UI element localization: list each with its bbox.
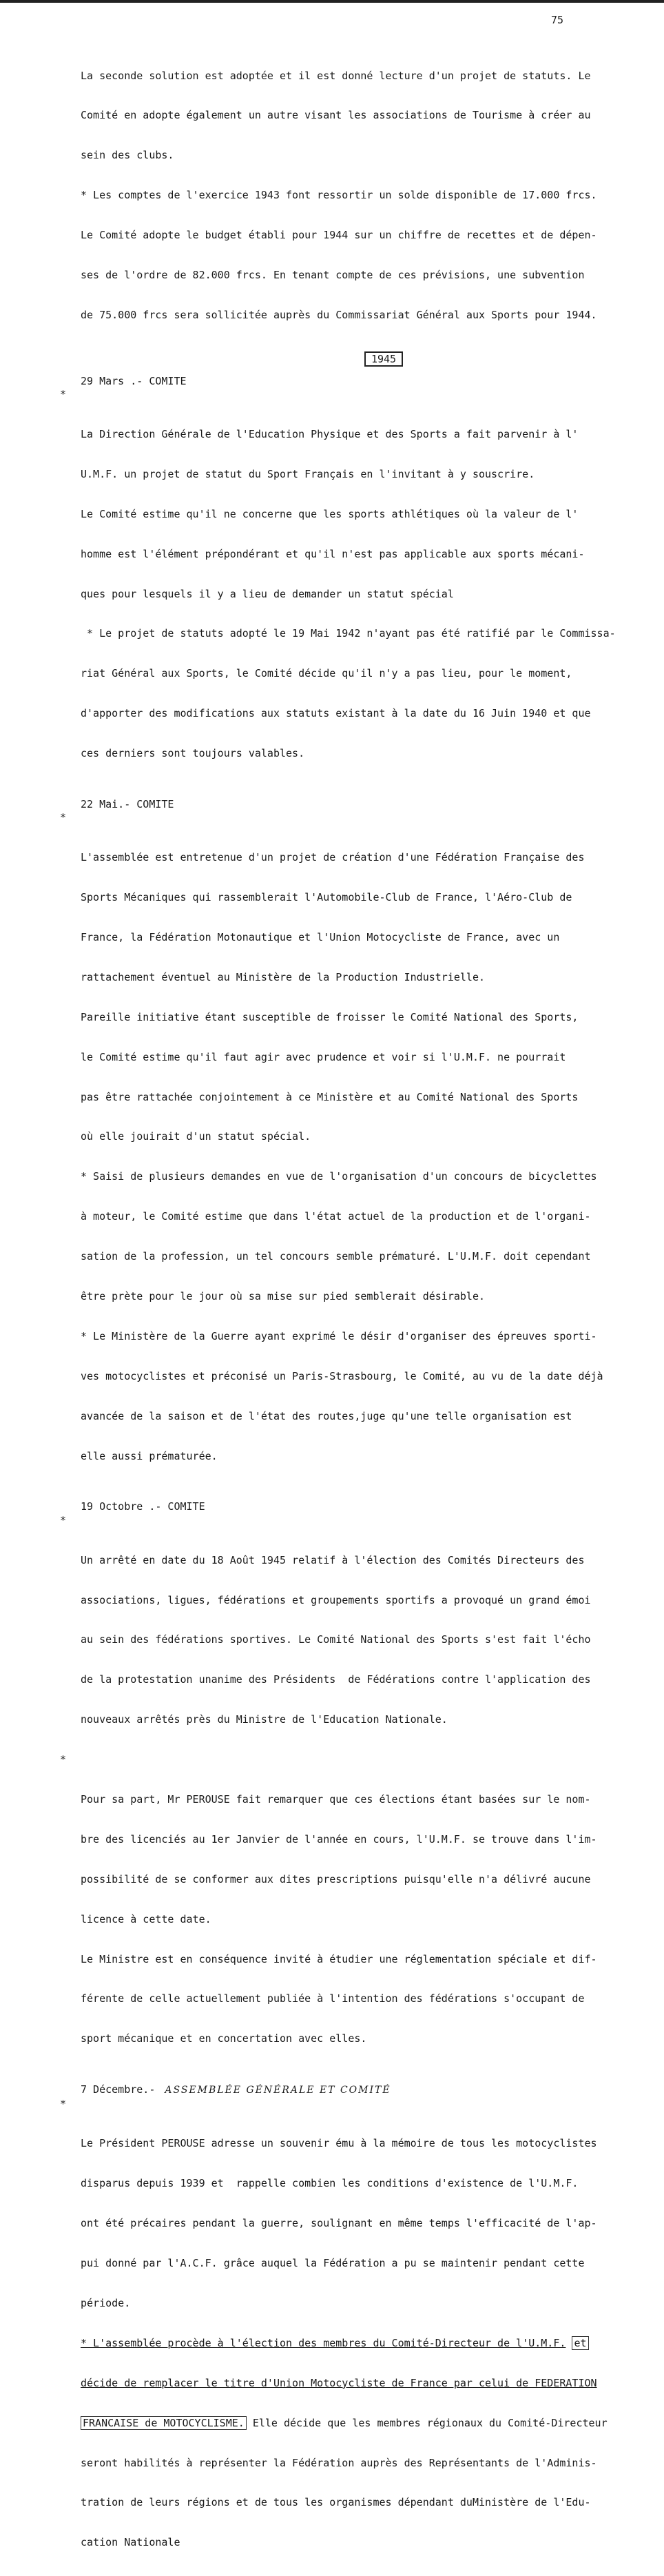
text-line: sport mécanique et en concertation avec elles. xyxy=(81,2032,367,2045)
text-line: La Direction Générale de l'Education Physique et des Sports a fait parvenir à l' xyxy=(81,428,579,441)
asterisk-mark: * xyxy=(60,388,67,401)
text-line: elle aussi prématurée. xyxy=(81,1449,218,1462)
text-line: avancée de la saison et de l'état des routes,juge qu'une telle organisation est xyxy=(81,1409,572,1422)
text-line: bre des licenciés au 1er Janvier de l'année en cours, l'U.M.F. se trouve dans l'im- xyxy=(81,1832,597,1846)
text-line: ces derniers sont toujours valables. xyxy=(81,747,305,760)
text-line xyxy=(81,2417,639,2430)
text-line: homme est l'élément prépondérant et qu'il n'est pas applicable aux sports mécani- xyxy=(81,547,585,560)
section-heading: 22 Mai.- COMITE xyxy=(81,798,174,811)
section-paragraph xyxy=(60,811,639,1489)
text-line: * Le projet de statuts adopté le 19 Mai 1942 n'ayant pas été ratifié par le Commissa- xyxy=(81,627,616,640)
text-line: France, la Fédération Motonautique et l'Union Motocycliste de France, avec un xyxy=(81,931,560,943)
page-number: 75 xyxy=(551,14,564,26)
text-line: licence à cette date. xyxy=(81,1912,211,1925)
text-line: Le Comité adopte le budget établi pour 1944 sur un chiffre de recettes et de dépen- xyxy=(81,229,597,242)
text-line: cation Nationale xyxy=(81,2536,180,2549)
text-line: nouveaux arrêtés près du Ministre de l'Education Nationale. xyxy=(81,1713,448,1726)
text-line: pui donné par l'A.C.F. grâce auquel la Fédération a pu se maintenir pendant cette xyxy=(81,2257,585,2270)
year-heading: 1945 xyxy=(364,351,403,367)
text-line: riat Général aux Sports, le Comité décide qu'il n'y a pas lieu, pour le moment, xyxy=(81,667,572,680)
text-line xyxy=(81,2337,639,2350)
section-paragraph xyxy=(60,1753,639,2072)
section-heading-date: 7 Décembre.- xyxy=(81,2083,156,2096)
text-line: Le Président PEROUSE adresse un souvenir ému à la mémoire de tous les motocyclistes xyxy=(81,2137,597,2150)
section-paragraph xyxy=(60,1513,639,1753)
page-top-rule xyxy=(0,0,664,3)
text-line: de la protestation unanime des Présidents de Fédérations contre l'application des xyxy=(81,1673,591,1686)
text-fragment: Elle décide que les membres régionaux du Comité-Directeur xyxy=(252,2416,608,2429)
text-line: pas être rattachée conjointement à ce Ministère et au Comité National des Sports xyxy=(81,1090,579,1103)
text-line: au sein des fédérations sportives. Le Comité National des Sports s'est fait l'écho xyxy=(81,1633,591,1646)
text-line: ques pour lesquels il y a lieu de demander un statut spécial xyxy=(81,587,454,600)
text-line: * Les comptes de l'exercice 1943 font ressortir un solde disponible de 17.000 frcs. xyxy=(81,189,597,202)
text-line: La seconde solution est adoptée et il est donné lecture d'un projet de statuts. Le xyxy=(81,69,591,82)
text-line: ses de l'ordre de 82.000 frcs. En tenant compte de ces prévisions, une subvention xyxy=(81,269,585,282)
document-body xyxy=(60,43,639,2576)
section-paragraph xyxy=(60,388,639,787)
text-line: le Comité estime qu'il faut agir avec prudence et voir si l'U.M.F. ne pourrait xyxy=(81,1050,566,1063)
text-line: disparus depuis 1939 et rappelle combien les conditions d'existence de l'U.M.F. xyxy=(81,2177,579,2190)
text-line: Sports Mécaniques qui rassemblerait l'Automobile-Club de France, l'Aéro-Club de xyxy=(81,891,572,904)
section-heading xyxy=(81,2083,639,2097)
text-line: L'assemblée est entretenue d'un projet de création d'une Fédération Française des xyxy=(81,851,585,864)
intro-text xyxy=(81,43,639,349)
handwritten-annotation: ASSEMBLÉE GÉNÉRALE ET COMITÉ xyxy=(165,2085,391,2096)
text-line: possibilité de se conformer aux dites prescriptions puisqu'elle n'a délivré aucune xyxy=(81,1872,591,1885)
text-line: à moteur, le Comité estime que dans l'état actuel de la production et de l'organi- xyxy=(81,1210,591,1223)
underlined-text: * L'assemblée procède à l'élection des membres du Comité-Directeur de l'U.M.F. xyxy=(81,2336,566,2349)
text-line: Pour sa part, Mr PEROUSE fait remarquer que ces élections étant basées sur le nom- xyxy=(81,1793,591,1806)
text-line: férente de celle actuellement publiée à l'intention des fédérations s'occupant de xyxy=(81,1992,585,2005)
text-line: où elle jouirait d'un statut spécial. xyxy=(81,1130,311,1143)
text-line: être prète pour le jour où sa mise sur pied semblerait désirable. xyxy=(81,1290,485,1303)
text-line: * Le Ministère de la Guerre ayant exprimé le désir d'organiser des épreuves sporti- xyxy=(81,1329,597,1342)
section-paragraph xyxy=(60,2097,639,2576)
asterisk-mark: * xyxy=(60,2097,67,2110)
text-line: ves motocyclistes et préconisé un Paris-Strasbourg, le Comité, au vu de la date déjà xyxy=(81,1369,603,1382)
asterisk-mark: * xyxy=(60,1753,67,1766)
text-line: ont été précaires pendant la guerre, soulignant en même temps l'efficacité de l'ap- xyxy=(81,2217,597,2230)
asterisk-mark: * xyxy=(60,811,67,824)
text-line: Un arrêté en date du 18 Août 1945 relatif à l'élection des Comités Directeurs des xyxy=(81,1553,585,1566)
text-line: sein des clubs. xyxy=(81,149,174,162)
text-line: de 75.000 frcs sera sollicitée auprès du Commissariat Général aux Sports pour 1944. xyxy=(81,308,597,321)
text-line: seront habilités à représenter la Fédération auprès des Représentants de l'Adminis- xyxy=(81,2456,597,2469)
section-heading: 29 Mars .- COMITE xyxy=(81,374,187,387)
text-line: d'apporter des modifications aux statuts existant à la date du 16 Juin 1940 et que xyxy=(81,707,591,720)
text-line: * Saisi de plusieurs demandes en vue de l'organisation d'un concours de bicyclettes xyxy=(81,1170,597,1183)
section-heading: 19 Octobre .- COMITE xyxy=(81,1500,205,1513)
text-line xyxy=(81,2377,639,2390)
text-line: période. xyxy=(81,2296,131,2309)
text-line: Comité en adopte également un autre visant les associations de Tourisme à créer au xyxy=(81,109,591,122)
text-line: Pareille initiative étant susceptible de froisser le Comité National des Sports, xyxy=(81,1010,579,1023)
text-line: U.M.F. un projet de statut du Sport Français en l'invitant à y souscrire. xyxy=(81,467,535,480)
text-line: tration de leurs régions et de tous les organismes dépendant duMinistère de l'Edu- xyxy=(81,2496,591,2509)
boxed-text: et xyxy=(572,2336,588,2350)
text-line: associations, ligues, fédérations et groupements sportifs a provoqué un grand émoi xyxy=(81,1593,591,1606)
text-line: sation de la profession, un tel concours semble prématuré. L'U.M.F. doit cependant xyxy=(81,1250,591,1263)
boxed-text: FRANCAISE de MOTOCYCLISME. xyxy=(81,2416,247,2430)
text-line: Le Ministre est en conséquence invité à étudier une réglementation spéciale et dif- xyxy=(81,1952,597,1965)
asterisk-mark: * xyxy=(60,1513,67,1526)
text-line: rattachement éventuel au Ministère de la Production Industrielle. xyxy=(81,970,485,983)
text-line: Le Comité estime qu'il ne concerne que les sports athlétiques où la valeur de l' xyxy=(81,507,579,520)
year-heading-wrap xyxy=(81,351,639,368)
underlined-text: décide de remplacer le titre d'Union Motocycliste de France par celui de FEDERATION xyxy=(81,2376,597,2389)
